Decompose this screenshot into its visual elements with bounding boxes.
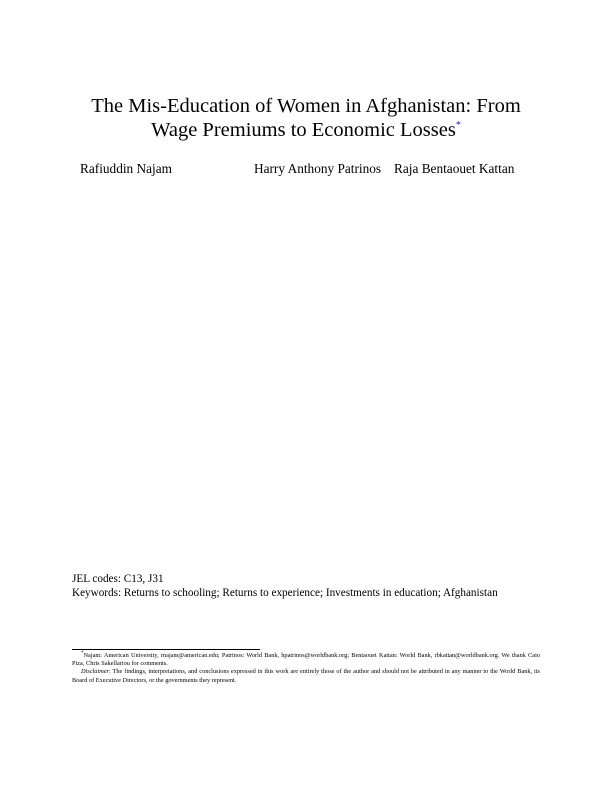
footnote-disclaimer	[72, 668, 540, 684]
footnote-affiliations-text: Najam: American University, rnajam@american.edu; Patrinos: World Bank, hpatrinos@worldbank.org; Bentaouet Kattan: World Bank, rbkattan@worldbank.org. We thank Caio Piza, Chris Sakellariou for comments.	[72, 652, 540, 668]
footnote-divider	[72, 649, 260, 650]
footnote-block	[72, 652, 540, 685]
title-line-2-text: Wage Premiums to Economic Losses	[151, 119, 456, 141]
author-name: Harry Anthony Patrinos	[254, 161, 382, 176]
author-name: Rafiuddin Najam	[80, 161, 172, 176]
keywords: Keywords: Returns to schooling; Returns to experience; Investments in education; Afghanistan	[72, 587, 498, 599]
author-name: Raja Bentaouet Kattan	[394, 161, 515, 176]
title-footnote-link[interactable]: *	[455, 120, 461, 132]
footnote-marker: *	[81, 650, 84, 656]
disclaimer-text: : The findings, interpretations, and conclusions expressed in this work are entirely those of the author and should not be attributed in any manner to the World Bank, its Board of Executive Directors, or the governments they represent.	[72, 668, 540, 684]
disclaimer-label: Disclaimer	[81, 668, 109, 676]
title-line-1: The Mis-Education of Women in Afghanistan: From	[91, 95, 521, 117]
author-list	[70, 161, 542, 179]
jel-codes: JEL codes: C13, J31	[72, 573, 164, 585]
title-line-2	[60, 118, 552, 142]
footnote-affiliations	[72, 652, 540, 668]
paper-title	[60, 94, 552, 142]
